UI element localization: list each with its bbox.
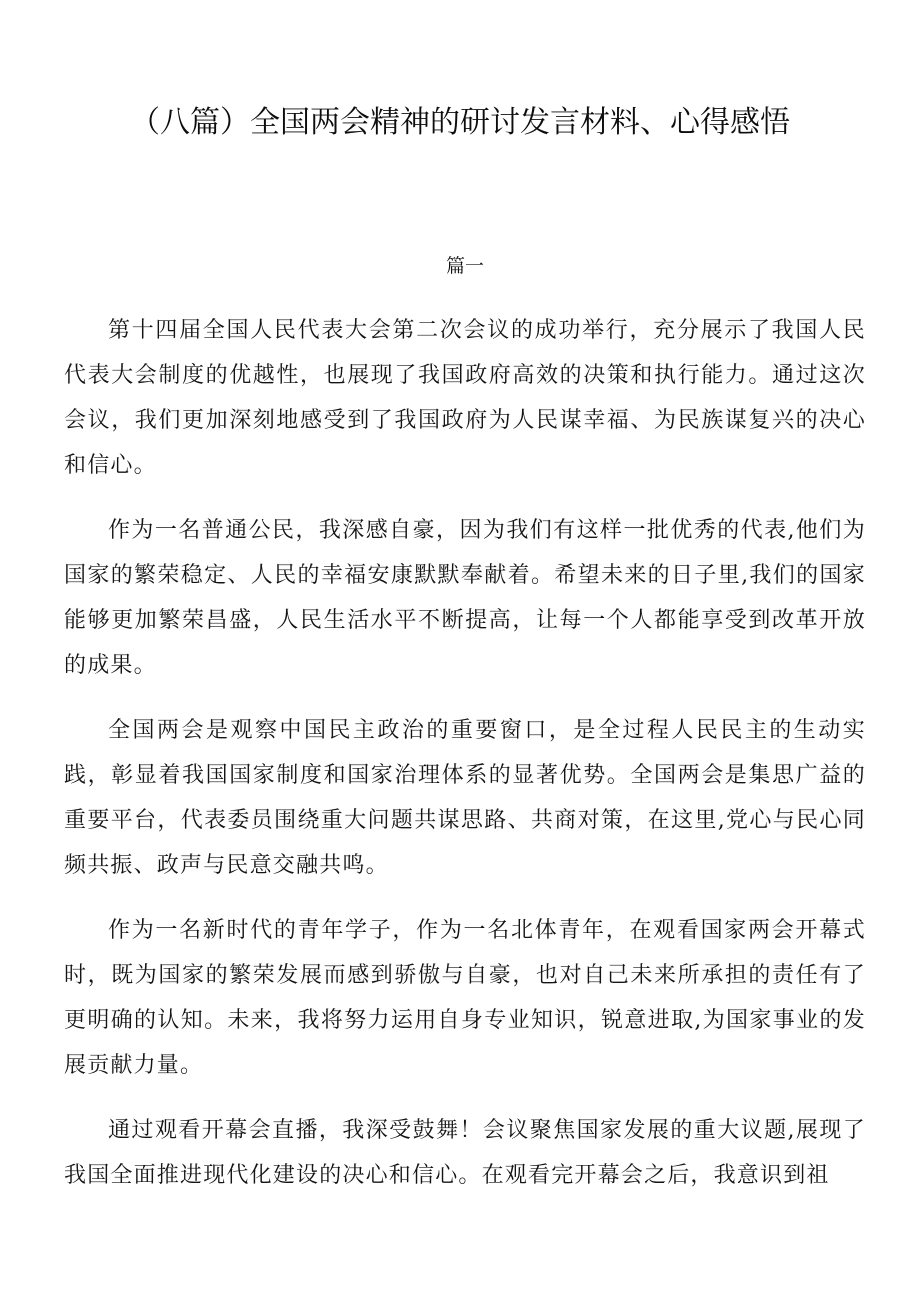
paragraph: 作为一名新时代的青年学子，作为一名北体青年，在观看国家两会开幕式时，既为国家的繁荣发展而感到骄傲与自豪，也对自己未来所承担的责任有了更明确的认知。未来，我将努力运用自身专业知识，锐意进取,为国家事业的发展贡献力量。 bbox=[64, 918, 866, 1078]
paragraph: 通过观看开幕会直播，我深受鼓舞！会议聚焦国家发展的重大议题,展现了我国全面推进现代化建设的决心和信心。在观看完开幕会之后，我意识到祖 bbox=[64, 1118, 866, 1188]
paragraph: 全国两会是观察中国民主政治的重要窗口，是全过程人民民主的生动实践，彰显着我国国家制度和国家治理体系的显著优势。全国两会是集思广益的重要平台，代表委员围绕重大问题共谋思路、共商对策，在这里,党心与民心同频共振、政声与民意交融共鸣。 bbox=[64, 718, 866, 878]
section-heading: 篇一 bbox=[445, 255, 484, 277]
document-body bbox=[64, 308, 866, 1218]
paragraph: 作为一名普通公民，我深感自豪，因为我们有这样一批优秀的代表,他们为国家的繁荣稳定、人民的幸福安康默默奉献着。希望未来的日子里,我们的国家能够更加繁荣昌盛，人民生活水平不断提高，让每一个人都能享受到改革开放的成果。 bbox=[64, 518, 866, 678]
document-title: （八篇）全国两会精神的研讨发言材料、心得感悟 bbox=[130, 105, 790, 140]
paragraph: 第十四届全国人民代表大会第二次会议的成功举行，充分展示了我国人民代表大会制度的优越性，也展现了我国政府高效的决策和执行能力。通过这次会议，我们更加深刻地感受到了我国政府为人民谋幸福、为民族谋复兴的决心和信心。 bbox=[64, 318, 866, 478]
